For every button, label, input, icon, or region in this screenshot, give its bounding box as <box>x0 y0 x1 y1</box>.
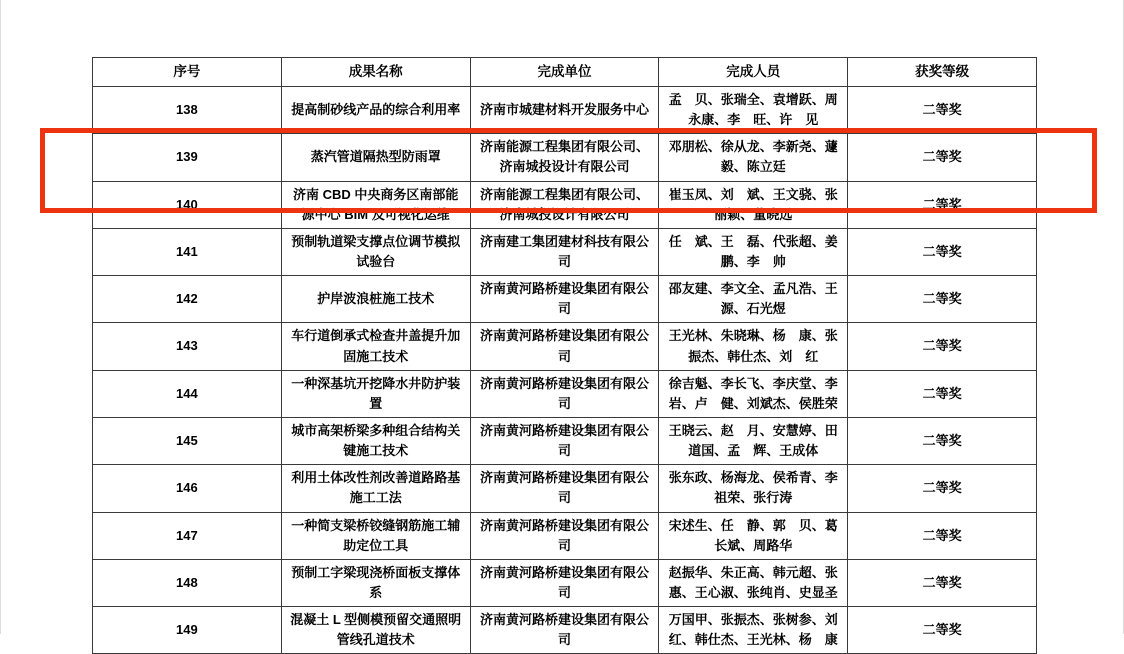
cell-serial-number: 141 <box>93 228 282 275</box>
cell-award-level: 二等奖 <box>848 559 1037 606</box>
cell-completing-personnel: 万国甲、张振杰、张树参、刘 红、韩仕杰、王光林、杨 康 <box>659 607 848 654</box>
cell-award-level: 二等奖 <box>848 134 1037 181</box>
table-row <box>93 607 1037 654</box>
table-row <box>93 181 1037 228</box>
cell-completing-unit: 济南黄河路桥建设集团有限公司 <box>470 417 659 464</box>
table-row <box>93 512 1037 559</box>
cell-completing-personnel: 宋述生、任 静、郭 贝、葛长斌、周路华 <box>659 512 848 559</box>
cell-serial-number: 145 <box>93 417 282 464</box>
cell-achievement-name: 提高制砂线产品的综合利用率 <box>281 87 470 134</box>
cell-completing-personnel: 邵友建、李文全、孟凡浩、王 源、石光煜 <box>659 276 848 323</box>
table-row <box>93 87 1037 134</box>
cell-award-level: 二等奖 <box>848 228 1037 275</box>
cell-award-level: 二等奖 <box>848 465 1037 512</box>
cell-award-level: 二等奖 <box>848 370 1037 417</box>
table-row <box>93 134 1037 181</box>
cell-completing-unit: 济南黄河路桥建设集团有限公司 <box>470 370 659 417</box>
cell-award-level: 二等奖 <box>848 607 1037 654</box>
cell-completing-personnel: 王光林、朱晓琳、杨 康、张振杰、韩仕杰、刘 红 <box>659 323 848 370</box>
cell-achievement-name: 一种深基坑开挖降水井防护装置 <box>281 370 470 417</box>
cell-serial-number: 144 <box>93 370 282 417</box>
cell-completing-unit: 济南建工集团建材科技有限公司 <box>470 228 659 275</box>
cell-serial-number: 143 <box>93 323 282 370</box>
table-row <box>93 323 1037 370</box>
table-header-row <box>93 58 1037 87</box>
cell-serial-number: 139 <box>93 134 282 181</box>
page-left-edge <box>0 0 1 634</box>
column-header-people: 完成人员 <box>659 58 848 87</box>
table-row <box>93 465 1037 512</box>
cell-serial-number: 142 <box>93 276 282 323</box>
cell-completing-personnel: 任 斌、王 磊、代张超、姜 鹏、李 帅 <box>659 228 848 275</box>
cell-completing-personnel: 王晓云、赵 月、安慧婷、田道国、孟 辉、王成体 <box>659 417 848 464</box>
cell-achievement-name: 车行道倒承式检查井盖提升加固施工技术 <box>281 323 470 370</box>
cell-completing-unit: 济南黄河路桥建设集团有限公司 <box>470 465 659 512</box>
cell-serial-number: 140 <box>93 181 282 228</box>
cell-serial-number: 148 <box>93 559 282 606</box>
cell-award-level: 二等奖 <box>848 181 1037 228</box>
cell-serial-number: 146 <box>93 465 282 512</box>
table-row <box>93 228 1037 275</box>
table-row <box>93 417 1037 464</box>
cell-achievement-name: 利用土体改性剂改善道路路基施工工法 <box>281 465 470 512</box>
cell-completing-personnel: 张东政、杨海龙、侯希青、李祖荣、张行涛 <box>659 465 848 512</box>
cell-serial-number: 147 <box>93 512 282 559</box>
cell-achievement-name: 一种简支梁桥铰缝钢筋施工辅助定位工具 <box>281 512 470 559</box>
column-header-award: 获奖等级 <box>848 58 1037 87</box>
cell-achievement-name: 蒸汽管道隔热型防雨罩 <box>281 134 470 181</box>
cell-achievement-name: 混凝土 L 型侧模预留交通照明管线孔道技术 <box>281 607 470 654</box>
cell-achievement-name: 预制轨道梁支撑点位调节模拟试验台 <box>281 228 470 275</box>
table-row <box>93 276 1037 323</box>
cell-award-level: 二等奖 <box>848 417 1037 464</box>
cell-serial-number: 138 <box>93 87 282 134</box>
column-header-serial: 序号 <box>93 58 282 87</box>
cell-award-level: 二等奖 <box>848 87 1037 134</box>
cell-completing-personnel: 邓朋松、徐从龙、李新尧、蘧 毅、陈立廷 <box>659 134 848 181</box>
cell-completing-unit: 济南黄河路桥建设集团有限公司 <box>470 559 659 606</box>
cell-achievement-name: 护岸波浪桩施工技术 <box>281 276 470 323</box>
column-header-achievement: 成果名称 <box>281 58 470 87</box>
cell-completing-unit: 济南能源工程集团有限公司、济南城投设计有限公司 <box>470 134 659 181</box>
awards-table <box>92 57 1037 654</box>
cell-serial-number: 149 <box>93 607 282 654</box>
cell-completing-personnel: 孟 贝、张瑞全、袁增跃、周永康、李 旺、许 见 <box>659 87 848 134</box>
cell-completing-personnel: 崔玉凤、刘 斌、王文骁、张丽颖、董晓远 <box>659 181 848 228</box>
cell-completing-personnel: 赵振华、朱正高、韩元超、张 惠、王心淑、张纯肖、史显圣 <box>659 559 848 606</box>
cell-completing-unit: 济南黄河路桥建设集团有限公司 <box>470 276 659 323</box>
cell-award-level: 二等奖 <box>848 323 1037 370</box>
cell-achievement-name: 城市高架桥梁多种组合结构关键施工技术 <box>281 417 470 464</box>
cell-achievement-name: 预制工字梁现浇桥面板支撑体系 <box>281 559 470 606</box>
cell-achievement-name: 济南 CBD 中央商务区南部能源中心 BIM 及可视化运维 <box>281 181 470 228</box>
cell-completing-unit: 济南黄河路桥建设集团有限公司 <box>470 512 659 559</box>
cell-completing-unit: 济南市城建材料开发服务中心 <box>470 87 659 134</box>
cell-completing-unit: 济南黄河路桥建设集团有限公司 <box>470 607 659 654</box>
cell-completing-personnel: 徐吉魁、李长飞、李庆堂、李 岩、卢 健、刘斌杰、侯胜荣 <box>659 370 848 417</box>
cell-award-level: 二等奖 <box>848 276 1037 323</box>
table-row <box>93 370 1037 417</box>
cell-completing-unit: 济南黄河路桥建设集团有限公司 <box>470 323 659 370</box>
cell-award-level: 二等奖 <box>848 512 1037 559</box>
column-header-unit: 完成单位 <box>470 58 659 87</box>
cell-completing-unit: 济南能源工程集团有限公司、济南城投设计有限公司 <box>470 181 659 228</box>
table-row <box>93 559 1037 606</box>
